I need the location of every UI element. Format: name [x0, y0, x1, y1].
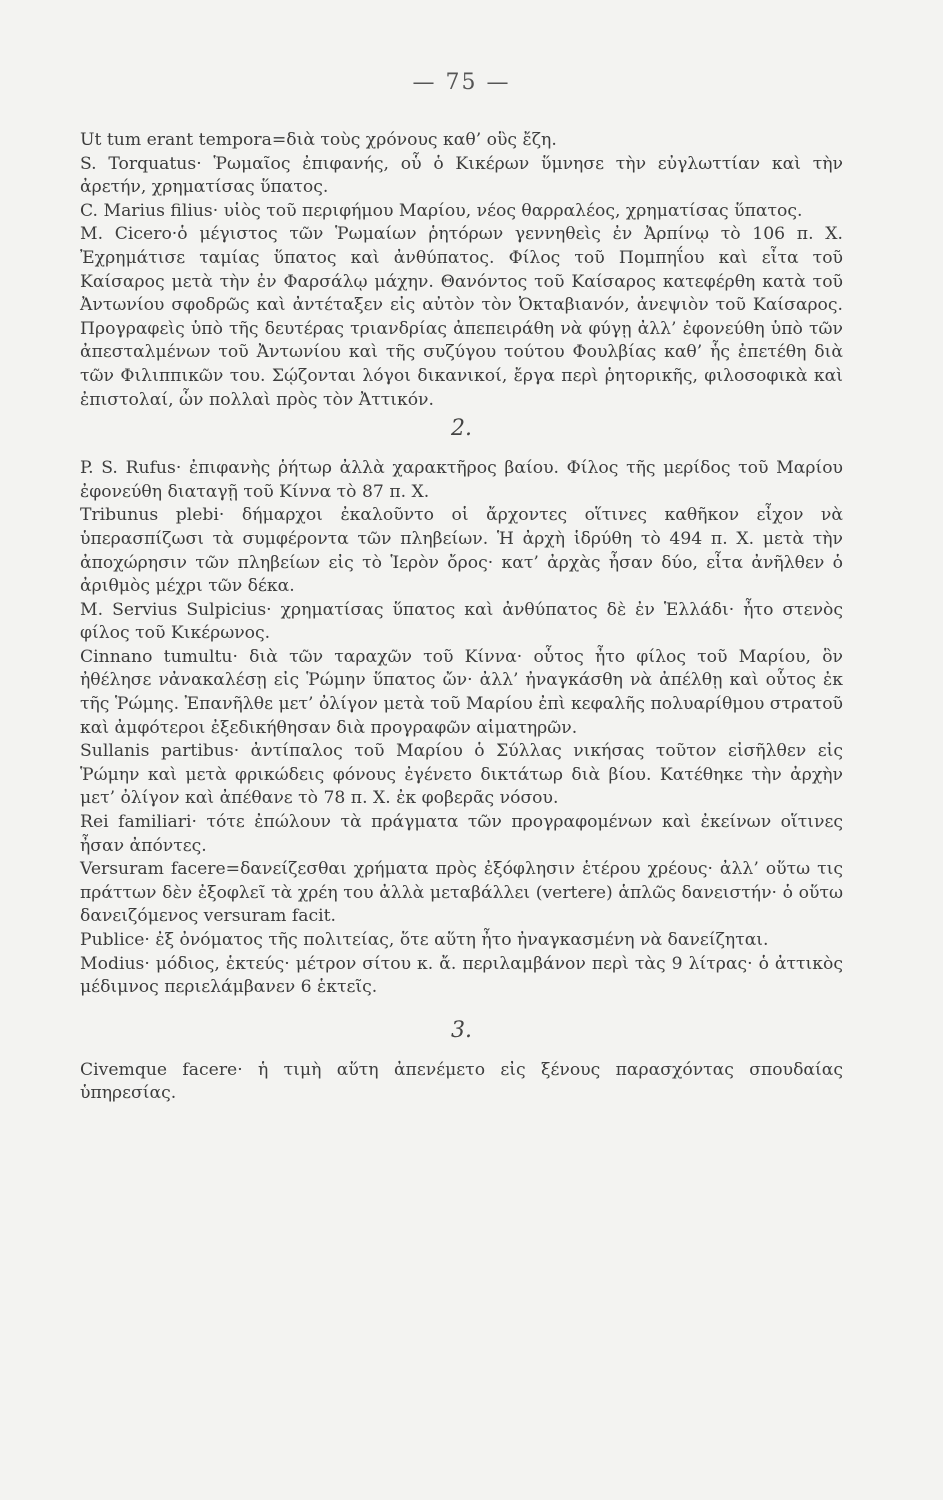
note-rufus: P. S. Rufus· ἐπιφανὴς ῥήτωρ ἀλλὰ χαρακτῆρος βαίου. Φίλος τῆς μερίδος τοῦ Μαρίου ἐφονεύθη διαταγῇ τοῦ Κίννα τὸ 87 π. Χ. [80, 458, 843, 502]
note-cicero: M. Cicero·ὁ μέγιστος τῶν Ῥωμαίων ῥητόρων γεννηθεὶς ἐν Ἀρπίνῳ τὸ 106 π. Χ. Ἐχρημάτισε ταμίας ὕπατος καὶ ἀνθύπατος. Φίλος τοῦ Πομπηΐου καὶ εἶτα τοῦ Καίσαρος μετὰ τὴν ἐν Φαρσάλῳ μάχην. Θανόντος τοῦ Καίσαρος κατεφέρθη κατὰ τοῦ Ἀντωνίου σφοδρῶς καὶ ἀντέταξεν εἰς αὐτὸν τὸν Ὀκταβιανόν, ἀνεψιὸν τοῦ Καίσαρος. Προγραφεὶς ὑπὸ τῆς δευτέρας τριανδρίας ἀπεπειράθη νὰ φύγῃ ἀλλ’ ἐφονεύθη ὑπὸ τῶν ἀπεσταλμένων τοῦ Ἀντωνίου καὶ τῆς συζύγου τούτου Φουλβίας καθ’ ἧς ἐπετέθη διὰ τῶν Φιλιππικῶν του. Σῴζονται λόγοι δικανικοί, ἔργα περὶ ῥητορικῆς, φιλοσοφικὰ καὶ ἐπιστολαί, ὧν πολλαὶ πρὸς τὸν Ἀττικόν. [80, 224, 843, 410]
note-modius: Modius· μόδιος, ἑκτεύς· μέτρον σίτου κ. ἄ. περιλαμβάνον περὶ τὰς 9 λίτρας· ὁ ἀττικὸς μέδιμνος περιελάμβανεν 6 ἑκτεῖς. [80, 953, 843, 998]
note-publice: Publice· ἐξ ὀνόματος τῆς πολιτείας, ὅτε αὕτη ἦτο ἠναγκασμένη νὰ δανείζηται. [80, 930, 769, 950]
note-tribunus-plebi: Tribunus plebi· δήμαρχοι ἐκαλοῦντο οἱ ἄρχοντες οἵτινες καθῆκον εἶχον νὰ ὑπερασπίζωσι τὰ συμφέροντα τῶν πληβείων. Ἡ ἀρχὴ ἱδρύθη τὸ 494 π. Χ. μετὰ τὴν ἀποχώρησιν τῶν πληβείων εἰς τὸ Ἱερὸν ὄρος· κατ’ ἀρχὰς ἦσαν δύο, εἶτα ἀνῆλθεν ὁ ἀριθμὸς μέχρι τῶν δέκα. [80, 505, 843, 597]
section-2 [80, 457, 843, 1000]
note-versuram-facere: Versuram facere=δανείζεσθαι χρήματα πρὸς ἐξόφλησιν ἑτέρου χρέους· ἀλλ’ οὕτω τις πράττων δὲν ἐξοφλεῖ τὰ χρέη του ἀλλὰ μεταβάλλει (vertere) ἁπλῶς δανειστήν· ὁ οὕτω δανειζόμενος versuram facit. [80, 859, 843, 927]
section-3 [80, 1059, 843, 1106]
page-number: — 75 — [412, 70, 511, 95]
note-cinnano-tumultu: Cinnano tumultu· διὰ τῶν ταραχῶν τοῦ Κίννα· οὗτος ἦτο φίλος τοῦ Μαρίου, ὃν ἠθέλησε νἀνακαλέσῃ εἰς Ῥώμην ὕπατος ὤν· ἀλλ’ ἠναγκάσθη νὰ ἀπέλθῃ καὶ οὗτος ἐκ τῆς Ῥώμης. Ἐπανῆλθε μετ’ ὀλίγον μετὰ τοῦ Μαρίου ἐπὶ κεφαλῆς πολυαρίθμου στρατοῦ καὶ ἀμφότεροι ἐξεδικήθησαν διὰ προγραφῶν αἱματηρῶν. [80, 646, 843, 738]
note-marius-filius: C. Marius filius· υἱὸς τοῦ περιφήμου Μαρίου, νέος θαρραλέος, χρηματίσας ὕπατος. [80, 200, 803, 221]
note-sullanis-partibus: Sullanis partibus· ἀντίπαλος τοῦ Μαρίου ὁ Σύλλας νικήσας τοῦτον εἰσῆλθεν εἰς Ῥώμην καὶ μετὰ φρικώδεις φόνους ἐγένετο δικτάτωρ διὰ βίου. Κατέθηκε τὴν ἀρχὴν μετ’ ὀλίγον καὶ ἀπέθανε τὸ 78 π. Χ. ἐκ φοβερᾶς νόσου. [80, 741, 843, 809]
section-2-heading: 2. [451, 416, 472, 442]
note-torquatus: S. Torquatus· Ῥωμαῖος ἐπιφανής, οὗ ὁ Κικέρων ὕμνησε τὴν εὐγλωττίαν καὶ τὴν ἀρετήν, χρηματίσας ὕπατος. [80, 153, 843, 198]
section-3-heading: 3. [451, 1017, 472, 1043]
note-ut-tum: Ut tum erant tempora=διὰ τοὺς χρόνους καθ’ οὓς ἔζη. [80, 130, 557, 150]
note-servius-sulpicius: M. Servius Sulpicius· χρηματίσας ὕπατος καὶ ἀνθύπατος δὲ ἐν Ἑλλάδι· ἦτο στενὸς φίλος τοῦ Κικέρωνος. [80, 599, 843, 644]
section-1 [80, 129, 843, 412]
note-rei-familiari: Rei familiari· τότε ἐπώλουν τὰ πράγματα τῶν προγραφομένων καὶ ἐκείνων οἵτινες ἦσαν ἀπόντες. [80, 812, 843, 856]
note-civemque-facere: Civemque facere· ἡ τιμὴ αὕτη ἀπενέμετο εἰς ξένους παρασχόντας σπουδαίας ὑπηρεσίας. [80, 1059, 843, 1104]
